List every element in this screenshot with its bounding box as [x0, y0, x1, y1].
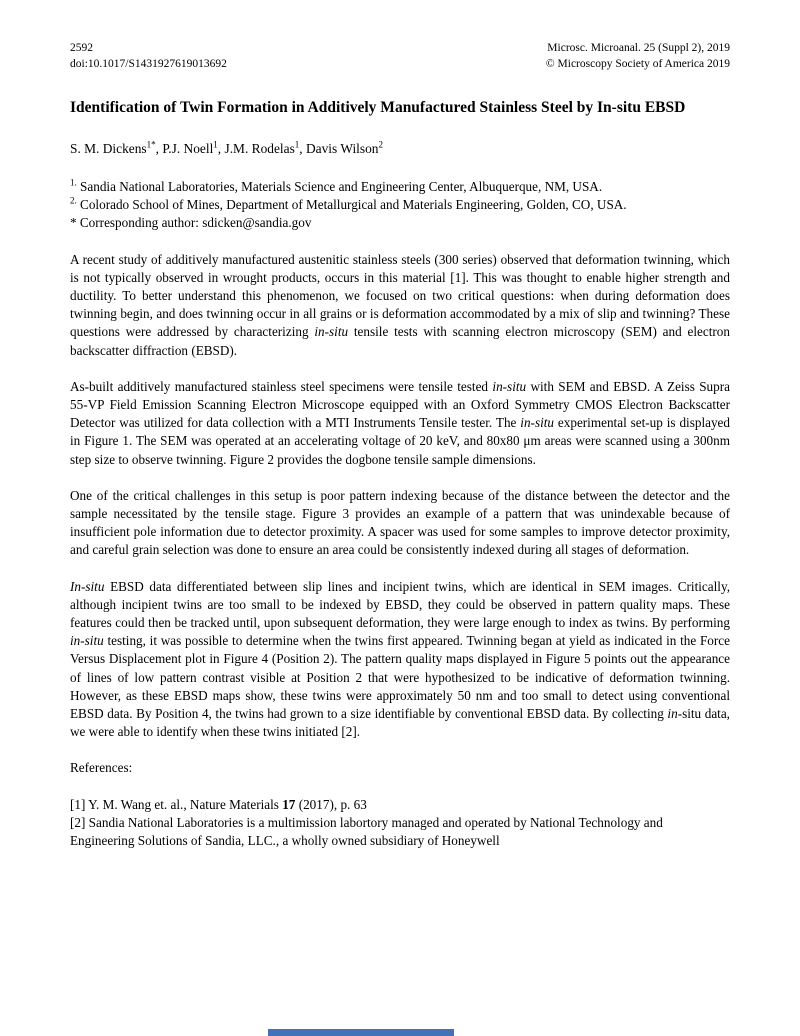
paragraph-4: [70, 578, 730, 742]
text-segment: EBSD data differentiated between slip lines and incipient twins, which are identical in SEM images. Critically, although incipient twins are too small to be indexed by EBSD, they could be observed in pattern quality maps. These features could then be tracked until, upon subsequent deformation, they were large enough to index as twins. By performing: [70, 578, 730, 631]
page-number: 2592: [70, 42, 93, 54]
author-name: , Davis Wilson: [299, 141, 379, 156]
affiliation-text: Sandia National Laboratories, Materials Science and Engineering Center, Albuquerque, NM, USA.: [76, 179, 603, 194]
reference-list: [70, 796, 730, 851]
text-segment: 17: [282, 796, 296, 812]
journal-citation: Microsc. Microanal. 25 (Suppl 2), 2019: [547, 42, 730, 54]
references-section: [70, 759, 730, 850]
author-name: , J.M. Rodelas: [217, 141, 295, 156]
text-segment: in-situ: [520, 415, 554, 431]
author-affiliation-mark: 1*: [146, 139, 156, 150]
header-left: [70, 40, 227, 72]
reference-2: [2] Sandia National Laboratories is a multimission labortory managed and operated by National Technology and Engineering Solutions of Sandia, LLC., a wholly owned subsidiary of Honeywell: [70, 814, 663, 849]
bottom-banner-edge[interactable]: [268, 1029, 454, 1036]
text-segment: in-situ: [314, 324, 349, 340]
paragraph-2: [70, 378, 730, 469]
author-affiliation-mark: 2: [378, 139, 383, 150]
text-segment: testing, it was possible to determine when the twins first appeared. Twinning began at yield as indicated in the Force Versus Displacement plot in Figure 4 (Position 2). The pattern quality maps displayed in Figure 5 points out the appearance of lines of low pattern contrast visible at Position 2 that were hypothesized to be indicative of deformation twinning. However, as these EBSD maps show, these twins were approximately 50 nm and too small to detect using conventional EBSD data. By Position 4, the twins had grown to a size identifiable by conventional EBSD data. By collecting: [70, 633, 730, 722]
text-segment: in-situ: [70, 633, 104, 649]
page-header: [70, 40, 730, 72]
affiliation-mark: 2.: [70, 195, 77, 206]
header-right: [546, 40, 730, 72]
copyright-notice: © Microscopy Society of America 2019: [545, 58, 730, 70]
text-segment: In-situ: [70, 578, 105, 594]
text-segment: with SEM and EBSD. A Zeiss Supra 55-VP Field Emission Scanning Electron Microscope equipped with an Oxford Symmetry CMOS Electron Backscatter Detector was utilized for data collection with a MTI Instruments Tensile tester. The: [70, 378, 730, 431]
text-segment: in: [667, 706, 678, 722]
text-segment: experimental set-up is displayed in Figure 1. The SEM was operated at an accelerating voltage of 20 keV, and 80x80 μm areas were scanned using a 300nm step size to observe twinning. Figure 2 provides the dogbone tensile sample dimensions.: [70, 415, 731, 467]
author-affiliation-mark: 1: [213, 139, 218, 150]
authors-line: [70, 140, 730, 158]
text-segment: [1] Y. M. Wang et. al., Nature Materials: [70, 796, 283, 812]
text-segment: -situ data, we were able to identify when these twins initiated [2].: [70, 706, 730, 740]
affiliation-text: Colorado School of Mines, Department of Metallurgical and Materials Engineering, Golden, CO, USA.: [76, 197, 627, 213]
author-name: , P.J. Noell: [155, 141, 214, 156]
paper-title: Identification of Twin Formation in Additively Manufactured Stainless Steel by In-situ EBSD: [70, 99, 686, 116]
text-segment: As-built additively manufactured stainless steel specimens were tensile tested: [70, 378, 493, 394]
paragraph-1: [70, 251, 730, 360]
references-heading: References:: [70, 760, 133, 776]
affiliation-1: [70, 178, 730, 196]
text-segment: A recent study of additively manufactured austenitic stainless steels (300 series) observed that deformation twinning, which is not typically observed in wrought products, occurs in this material [1]. This was thought to enable higher strength and ductility. To better understand this phenomenon, we focused on two critical questions: when during deformation does twinning begin, and does twinning occur in all grains or is deformation accommodated by a mix of slip and twinning? These questions were addressed by characterizing: [70, 251, 730, 340]
author-affiliation-mark: 1: [294, 139, 300, 150]
text-segment: in-situ: [492, 378, 527, 394]
affiliations-block: [70, 178, 730, 233]
reference-1: [70, 796, 730, 814]
affiliation-2: [70, 196, 730, 214]
text-segment: (2017), p. 63: [295, 796, 367, 812]
author-name: S. M. Dickens: [70, 141, 147, 156]
corresponding-author: * Corresponding author: sdicken@sandia.gov: [70, 215, 312, 231]
text-segment: One of the critical challenges in this setup is poor pattern indexing because of the distance between the detector and the sample necessitated by the tensile stage. Figure 3 provides an example of a pattern that was unindexable because of insufficient pole information due to detector proximity. A spacer was used for some samples to improve detector proximity, and careful grain selection was done to ensure an area could be consistently indexed during all stages of deformation.: [70, 487, 730, 558]
affiliation-mark: 1.: [70, 177, 77, 188]
paragraph-3: [70, 487, 730, 560]
text-segment: tensile tests with scanning electron microscopy (SEM) and electron backscatter diffraction (EBSD).: [70, 324, 730, 358]
doi: doi:10.1017/S1431927619013692: [70, 58, 227, 70]
